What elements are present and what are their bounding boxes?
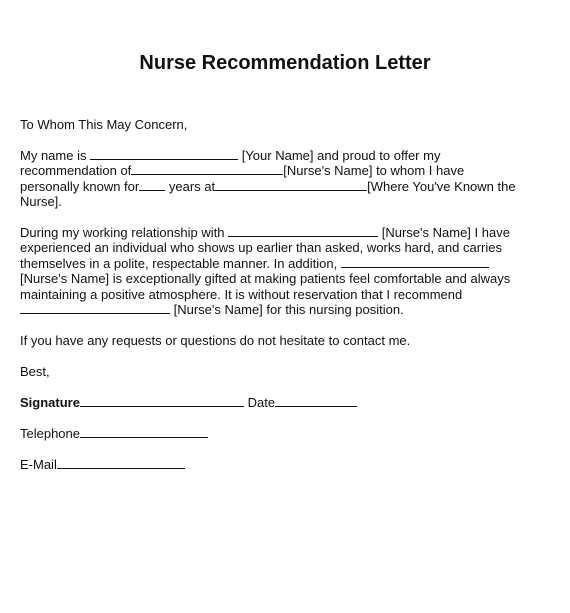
- body-text-a: During my working relationship with: [20, 225, 225, 240]
- intro-text-h: Nurse].: [20, 194, 62, 210]
- body-text-f: maintaining a positive atmosphere. It is without reservation that I recommend: [20, 286, 463, 302]
- nurse-name-blank-4[interactable]: [20, 302, 170, 314]
- nurse-name-blank-2[interactable]: [228, 225, 378, 237]
- paragraph-contact: If you have any requests or questions do not hesitate to contact me.: [20, 333, 411, 348]
- email-row: [20, 457, 185, 472]
- intro-text-f: years at: [168, 178, 216, 194]
- intro-text-c: recommendation of: [20, 163, 132, 179]
- greeting: To Whom This May Concern,: [20, 117, 188, 132]
- document-title: Nurse Recommendation Letter: [139, 52, 431, 74]
- intro-text-a: My name is: [20, 148, 87, 163]
- body-text-c: experienced an individual who shows up earlier than asked, works hard, and carries: [20, 240, 502, 256]
- telephone-label: Telephone: [20, 426, 80, 441]
- intro-text-b: [Your Name] and proud to offer my: [241, 148, 441, 163]
- body-text-e: [Nurse's Name] is exceptionally gifted at making patients feel comfortable and always: [20, 271, 511, 287]
- signature-blank[interactable]: [80, 395, 244, 407]
- your-name-blank[interactable]: [90, 148, 238, 160]
- intro-text-d: [Nurse's Name] to whom I have: [283, 163, 465, 179]
- paragraph-intro: [20, 148, 555, 210]
- paragraph-body: [20, 225, 555, 317]
- body-text-g: [Nurse's Name] for this nursing position.: [173, 302, 404, 318]
- intro-text-e: personally known for: [20, 178, 140, 194]
- workplace-blank[interactable]: [215, 179, 367, 191]
- body-text-b: [Nurse's Name] I have: [381, 225, 510, 240]
- telephone-row: [20, 426, 208, 441]
- telephone-blank[interactable]: [80, 426, 208, 438]
- date-label: Date: [247, 395, 276, 410]
- nurse-name-blank-1[interactable]: [131, 163, 283, 175]
- email-blank[interactable]: [57, 457, 185, 469]
- intro-text-g: [Where You've Known the: [367, 178, 516, 194]
- email-label: E-Mail: [20, 457, 57, 472]
- signature-row: [20, 395, 357, 410]
- closing: Best,: [20, 364, 50, 379]
- nurse-name-blank-3[interactable]: [341, 256, 489, 268]
- signature-label: Signature: [20, 395, 80, 410]
- body-text-d: themselves in a polite, respectable manner. In addition,: [20, 255, 338, 271]
- date-blank[interactable]: [275, 395, 357, 407]
- years-blank[interactable]: [139, 179, 165, 191]
